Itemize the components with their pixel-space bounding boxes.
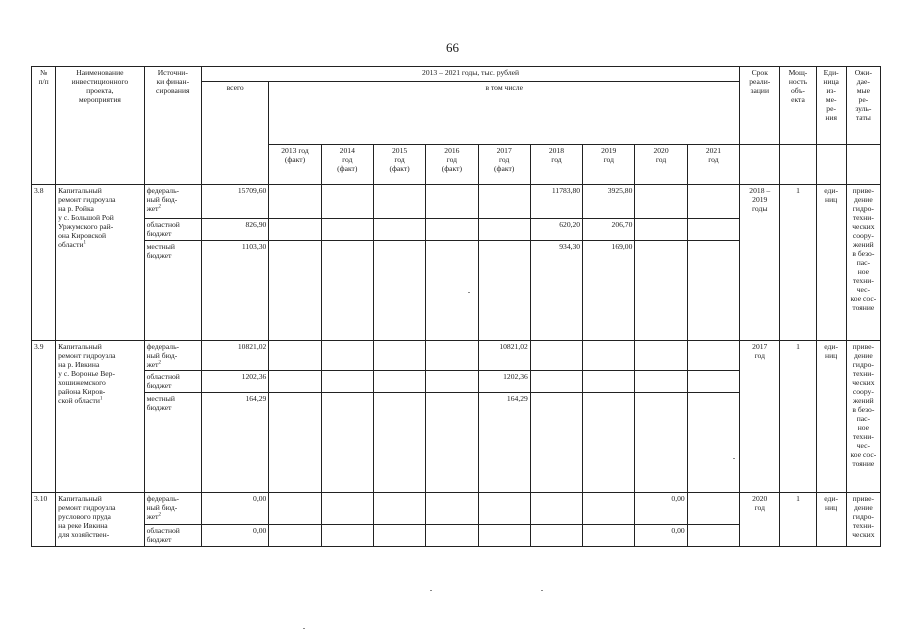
year-amount <box>478 185 530 219</box>
year-amount <box>373 393 425 493</box>
year-amount <box>687 185 739 219</box>
funding-source <box>144 241 201 341</box>
funding-source-text: федераль- ный бюд- жет <box>146 342 180 369</box>
header-year: 2013 год (факт) <box>269 145 321 185</box>
year-amount: 3925,80 <box>583 185 635 219</box>
page-number: 66 <box>446 40 459 55</box>
year-amount <box>530 393 582 493</box>
header-year: 2016 год (факт) <box>426 145 478 185</box>
year-amount <box>373 493 425 525</box>
scan-speck <box>541 590 543 591</box>
footnote-mark: 2 <box>158 360 161 366</box>
row-number: 3.10 <box>32 493 56 547</box>
table-body <box>32 185 881 547</box>
footnote-mark: 1 <box>83 240 87 246</box>
year-amount <box>373 371 425 393</box>
year-amount <box>583 525 635 547</box>
funding-source-text: федераль- ный бюд- жет <box>146 186 180 213</box>
year-amount <box>478 493 530 525</box>
year-amount <box>687 525 739 547</box>
year-amount <box>321 493 373 525</box>
year-amount: 0,00 <box>635 525 687 547</box>
funding-total: 0,00 <box>201 493 268 525</box>
empty-cell <box>740 145 780 185</box>
year-amount <box>635 393 687 493</box>
header-year: 2014 год (факт) <box>321 145 373 185</box>
footnote-mark: 1 <box>99 396 103 402</box>
year-amount <box>373 219 425 241</box>
year-amount <box>583 371 635 393</box>
year-amount <box>321 185 373 219</box>
table-row <box>32 185 881 219</box>
year-amount <box>426 341 478 371</box>
funding-source-text: областной бюджет <box>146 220 180 238</box>
year-amount <box>269 341 321 371</box>
funding-source <box>144 393 201 493</box>
year-amount <box>530 341 582 371</box>
header-year: 2021 год <box>687 145 739 185</box>
year-amount <box>478 525 530 547</box>
year-amount <box>321 371 373 393</box>
year-amount: 164,29 <box>478 393 530 493</box>
capacity: 1 <box>780 341 816 493</box>
year-amount <box>373 241 425 341</box>
deadline: 2018 – 2019 годы <box>740 185 780 341</box>
unit: еди- ниц <box>816 341 846 493</box>
year-amount <box>269 393 321 493</box>
year-amount <box>269 219 321 241</box>
header-total: всего <box>201 82 268 185</box>
header-including: в том числе <box>269 82 740 145</box>
funding-total: 0,00 <box>201 525 268 547</box>
project-name <box>56 341 145 493</box>
expected-result: приве- дение гидро- техни- ческих соору- жений в безо- пас- ное техни- чес- кое сос- тояние <box>846 341 880 493</box>
year-amount: 10821,02 <box>478 341 530 371</box>
header-year: 2018 год <box>530 145 582 185</box>
expected-result: приве- дение гидро- техни- ческих <box>846 493 880 547</box>
year-amount <box>687 371 739 393</box>
year-amount <box>583 341 635 371</box>
header-num: № п/п <box>32 67 56 185</box>
header-year: 2020 год <box>635 145 687 185</box>
capacity: 1 <box>780 493 816 547</box>
year-amount <box>321 393 373 493</box>
year-amount <box>269 241 321 341</box>
funding-source-text: местный бюджет <box>146 394 175 412</box>
funding-total: 10821,02 <box>201 341 268 371</box>
year-amount <box>635 371 687 393</box>
funding-source <box>144 219 201 241</box>
empty-cell <box>846 145 880 185</box>
funding-total: 1103,30 <box>201 241 268 341</box>
funding-source-text: областной бюджет <box>146 526 180 544</box>
funding-total: 826,90 <box>201 219 268 241</box>
year-amount <box>687 241 739 341</box>
funding-total: 1202,36 <box>201 371 268 393</box>
year-amount <box>269 371 321 393</box>
funding-source-text: местный бюджет <box>146 242 175 260</box>
year-amount <box>583 393 635 493</box>
year-amount <box>635 185 687 219</box>
year-amount <box>687 341 739 371</box>
year-amount <box>426 371 478 393</box>
year-amount <box>321 241 373 341</box>
table-row <box>32 341 881 371</box>
header-year: 2015 год (факт) <box>373 145 425 185</box>
scan-speck <box>303 628 305 629</box>
year-amount: 1202,36 <box>478 371 530 393</box>
year-amount: 620,20 <box>530 219 582 241</box>
project-name-text: Капитальный ремонт гидроузла на р. Ройка у с. Большой Рой Уржумского рай- она Кировской области <box>58 186 116 249</box>
year-amount: 206,70 <box>583 219 635 241</box>
header-unit: Еди- ница из- ме- ре- ния <box>816 67 846 145</box>
funding-source <box>144 493 201 525</box>
year-amount <box>426 241 478 341</box>
header-deadline: Срок реали- зации <box>740 67 780 145</box>
year-amount <box>687 219 739 241</box>
year-amount: 169,00 <box>583 241 635 341</box>
year-amount <box>269 185 321 219</box>
funding-source-text: областной бюджет <box>146 372 180 390</box>
funding-source <box>144 341 201 371</box>
year-amount <box>635 241 687 341</box>
capacity: 1 <box>780 185 816 341</box>
row-number: 3.8 <box>32 185 56 341</box>
funding-total: 164,29 <box>201 393 268 493</box>
table-header <box>32 67 881 185</box>
project-name-text: Капитальный ремонт гидроузла руслового пруда на реке Ивкина для хозяйствен- <box>58 494 116 539</box>
year-amount <box>687 493 739 525</box>
year-amount <box>478 219 530 241</box>
header-source: Источни- ки финан- сирования <box>144 67 201 185</box>
footnote-mark: 2 <box>158 204 161 210</box>
row-number: 3.9 <box>32 341 56 493</box>
deadline: 2020 год <box>740 493 780 547</box>
year-amount <box>321 525 373 547</box>
project-name <box>56 185 145 341</box>
funding-source <box>144 185 201 219</box>
header-year: 2017 год (факт) <box>478 145 530 185</box>
year-amount: 0,00 <box>635 493 687 525</box>
empty-cell <box>780 145 816 185</box>
header-year: 2019 год <box>583 145 635 185</box>
investment-projects-table <box>31 66 881 547</box>
year-amount <box>426 185 478 219</box>
year-amount: 934,30 <box>530 241 582 341</box>
year-amount <box>426 493 478 525</box>
scan-speck <box>430 590 432 591</box>
year-amount <box>269 525 321 547</box>
year-amount <box>530 525 582 547</box>
deadline: 2017 год <box>740 341 780 493</box>
funding-source <box>144 371 201 393</box>
year-amount <box>426 525 478 547</box>
year-amount <box>321 341 373 371</box>
header-result: Ожи- дае- мые ре- зуль- таты <box>846 67 880 145</box>
year-amount <box>373 525 425 547</box>
year-amount <box>583 493 635 525</box>
funding-source <box>144 525 201 547</box>
unit: еди- ниц <box>816 493 846 547</box>
year-amount <box>478 241 530 341</box>
year-amount <box>530 493 582 525</box>
year-amount <box>530 371 582 393</box>
funding-total: 15709,60 <box>201 185 268 219</box>
header-name: Наименование инвестиционного проекта, мероприятия <box>56 67 145 185</box>
year-amount: 11783,80 <box>530 185 582 219</box>
footnote-mark: 2 <box>158 512 161 518</box>
empty-cell <box>816 145 846 185</box>
year-amount <box>373 185 425 219</box>
year-amount <box>687 393 739 493</box>
year-amount <box>635 341 687 371</box>
year-amount <box>269 493 321 525</box>
header-period: 2013 – 2021 годы, тыс. рублей <box>201 67 739 82</box>
year-amount <box>321 219 373 241</box>
year-amount <box>635 219 687 241</box>
year-amount <box>373 341 425 371</box>
year-amount <box>426 393 478 493</box>
project-name <box>56 493 145 547</box>
project-name-text: Капитальный ремонт гидроузла на р. Ивкина у с. Вороньe Вер- хошижемского района Киров- ской области <box>58 342 116 405</box>
year-amount <box>426 219 478 241</box>
expected-result: приве- дение гидро- техни- ческих соору- жений в безо- пас- ное техни- чес- кое сос- тояние <box>846 185 880 341</box>
funding-source-text: федераль- ный бюд- жет <box>146 494 180 521</box>
header-capacity: Мощ- ность объ- екта <box>780 67 816 145</box>
unit: еди- ниц <box>816 185 846 341</box>
table-row <box>32 493 881 525</box>
